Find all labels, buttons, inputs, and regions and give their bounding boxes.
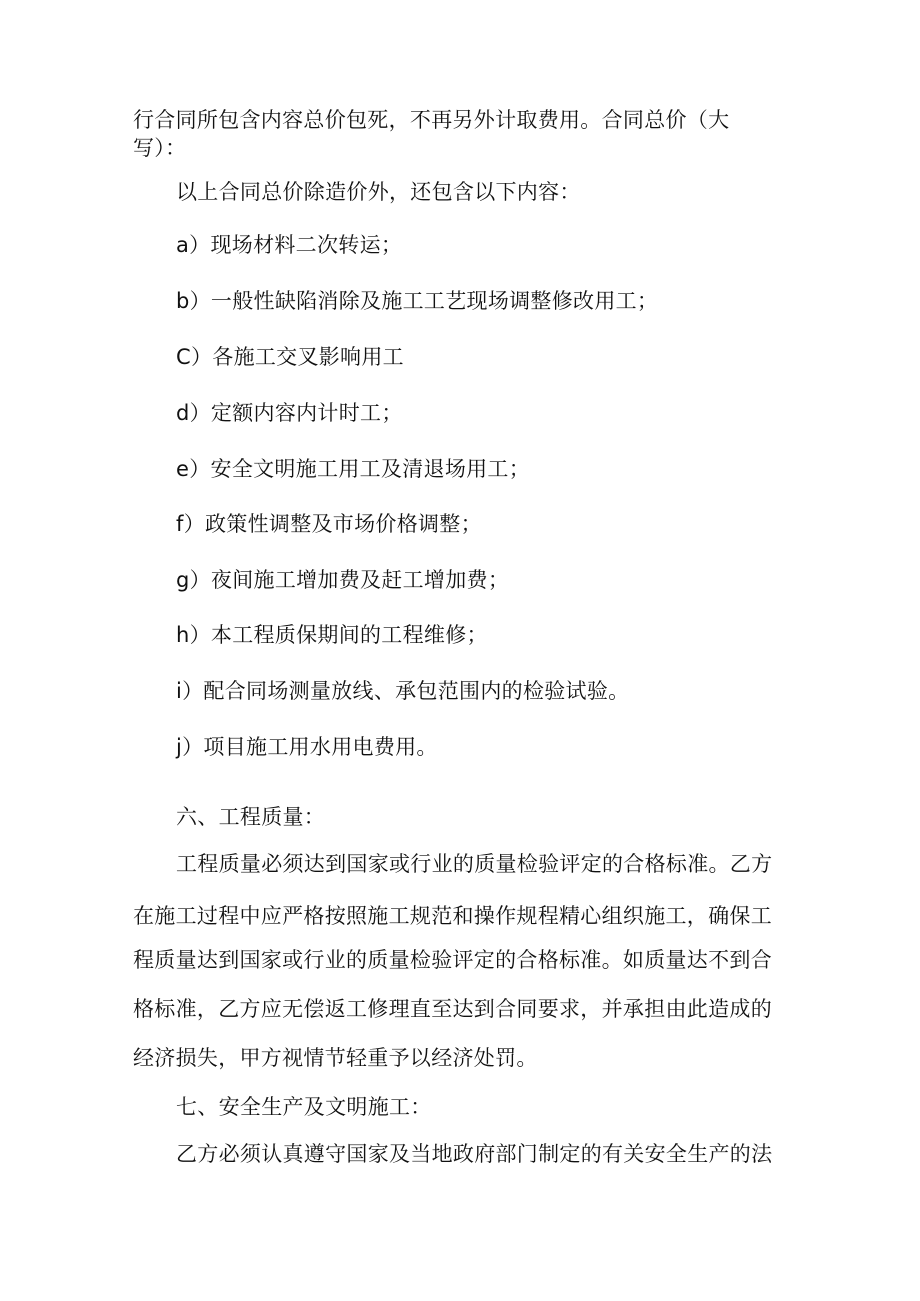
section-heading-quality: 六、工程质量： — [176, 805, 326, 829]
safety-paragraph-line-1: 乙方必须认真遵守国家及当地政府部门制定的有关安全生产的法 — [176, 1142, 773, 1166]
quality-paragraph-line-2: 在施工过程中应严格按照施工规范和操作规程精心组织施工，确保工 — [133, 904, 772, 928]
quality-paragraph-line-5: 经济损失，甲方视情节轻重予以经济处罚。 — [133, 1046, 538, 1070]
quality-paragraph-line-4: 格标准，乙方应无偿返工修理直至达到合同要求，并承担由此造成的 — [133, 997, 772, 1021]
list-item-b: b）一般性缺陷消除及施工工艺现场调整修改用工； — [176, 289, 659, 313]
list-item-j: j）项目施工用水用电费用。 — [176, 735, 438, 759]
quality-paragraph-line-3: 程质量达到国家或行业的质量检验评定的合格标准。如质量达不到合 — [133, 948, 772, 972]
quality-paragraph-line-1: 工程质量必须达到国家或行业的质量检验评定的合格标准。乙方 — [176, 852, 773, 876]
contract-price-line-1: 行合同所包含内容总价包死，不再另外计取费用。合同总价（大 — [133, 108, 730, 132]
list-item-f: f）政策性调整及市场价格调整； — [176, 512, 482, 536]
contract-price-line-2: 写）： — [133, 136, 187, 160]
list-item-c: C）各施工交叉影响用工 — [176, 345, 404, 369]
section-heading-safety: 七、安全生产及文明施工： — [176, 1095, 432, 1119]
list-item-h: h）本工程质保期间的工程维修； — [176, 623, 488, 647]
list-item-g: g）夜间施工增加费及赶工增加费； — [176, 568, 510, 592]
list-item-i: i）配合同场测量放线、承包范围内的检验试验。 — [176, 679, 630, 703]
list-item-d: d）定额内容内计时工； — [176, 401, 403, 425]
list-item-a: a）现场材料二次转运； — [176, 233, 403, 257]
list-item-e: e）安全文明施工用工及清退场用工； — [176, 457, 531, 481]
inclusions-intro: 以上合同总价除造价外，还包含以下内容： — [176, 180, 581, 204]
